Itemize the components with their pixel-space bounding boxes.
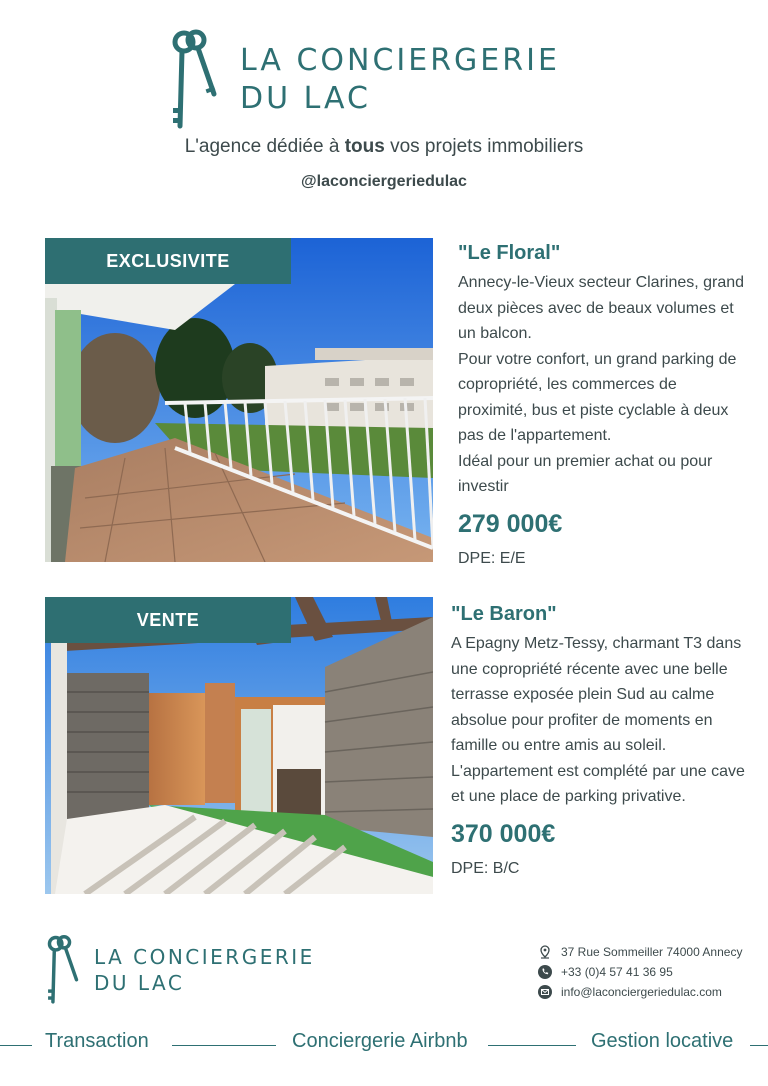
phone-row[interactable] [538,962,742,982]
service-conciergerie-airbnb: Conciergerie Airbnb [292,1030,468,1052]
footer-brand-line-2: DU LAC [94,971,185,995]
divider-line [172,1045,276,1046]
tagline-before: L'agence dédiée à [184,136,345,157]
services-bar [0,1030,768,1060]
phone-text[interactable]: +33 (0)4 57 41 36 95 [561,965,673,979]
badge-vente: VENTE [45,597,291,643]
listing-description-p2: Pour votre confort, un grand parking de copropriété, les commerces de proximité, bus et piste cyclable à deux pas de l'appartement. [458,350,737,444]
contact-block [538,942,742,1002]
keys-icon [168,28,224,132]
listing-title: "Le Floral" [458,242,561,264]
listing-title: "Le Baron" [451,603,557,625]
brand-logo [168,28,608,132]
listing-photo-floral [45,238,433,562]
service-gestion-locative: Gestion locative [591,1030,734,1052]
tagline-bold: tous [344,136,385,157]
badge-exclusivite: EXCLUSIVITE [45,238,291,284]
listing-description-p1: Annecy-le-Vieux secteur Clarines, grand deux pièces avec de beaux volumes et un balcon. [458,274,745,342]
service-transaction: Transaction [45,1030,149,1052]
brand-line-2: DU LAC [240,81,371,116]
phone-icon [538,965,552,979]
footer-logo [44,934,344,1006]
listing-price: 279 000€ [458,509,563,538]
listing-price: 370 000€ [451,819,556,848]
brand-name [240,42,560,118]
keys-icon [44,934,84,1006]
mail-icon [538,985,552,999]
balcony-photo [45,238,433,562]
address-text: 37 Rue Sommeiller 74000 Annecy [561,945,743,959]
listing-description-p3: Idéal pour un premier achat ou pour investir [458,452,713,495]
location-pin-icon [538,945,552,959]
email-text[interactable]: info@laconciergeriedulac.com [561,985,722,999]
tagline [0,136,768,158]
listing-details-baron [451,601,751,881]
brand-line-1: LA CONCIERGERIE [240,43,560,78]
listing-dpe: DPE: B/C [451,859,520,877]
footer-brand-name [94,944,315,996]
footer-brand-line-1: LA CONCIERGERIE [94,945,315,969]
address-row [538,942,742,962]
divider-line [488,1045,576,1046]
listing-details-floral [458,240,748,571]
listing-description-p1: A Epagny Metz-Tessy, charmant T3 dans une copropriété récente avec une belle terrasse exposée plein Sud au calme absolue pour profiter de moments en famille ou entre amis au soleil. L'appartement est complété par une cave et une place de parking privative. [451,635,745,805]
email-row[interactable] [538,982,742,1002]
listing-photo-baron [45,597,433,894]
tagline-after: vos projets immobiliers [384,136,584,157]
divider-line [0,1045,32,1046]
divider-line [750,1045,768,1046]
social-handle[interactable]: @laconciergeriedulac [301,173,467,190]
listing-dpe: DPE: E/E [458,549,526,567]
